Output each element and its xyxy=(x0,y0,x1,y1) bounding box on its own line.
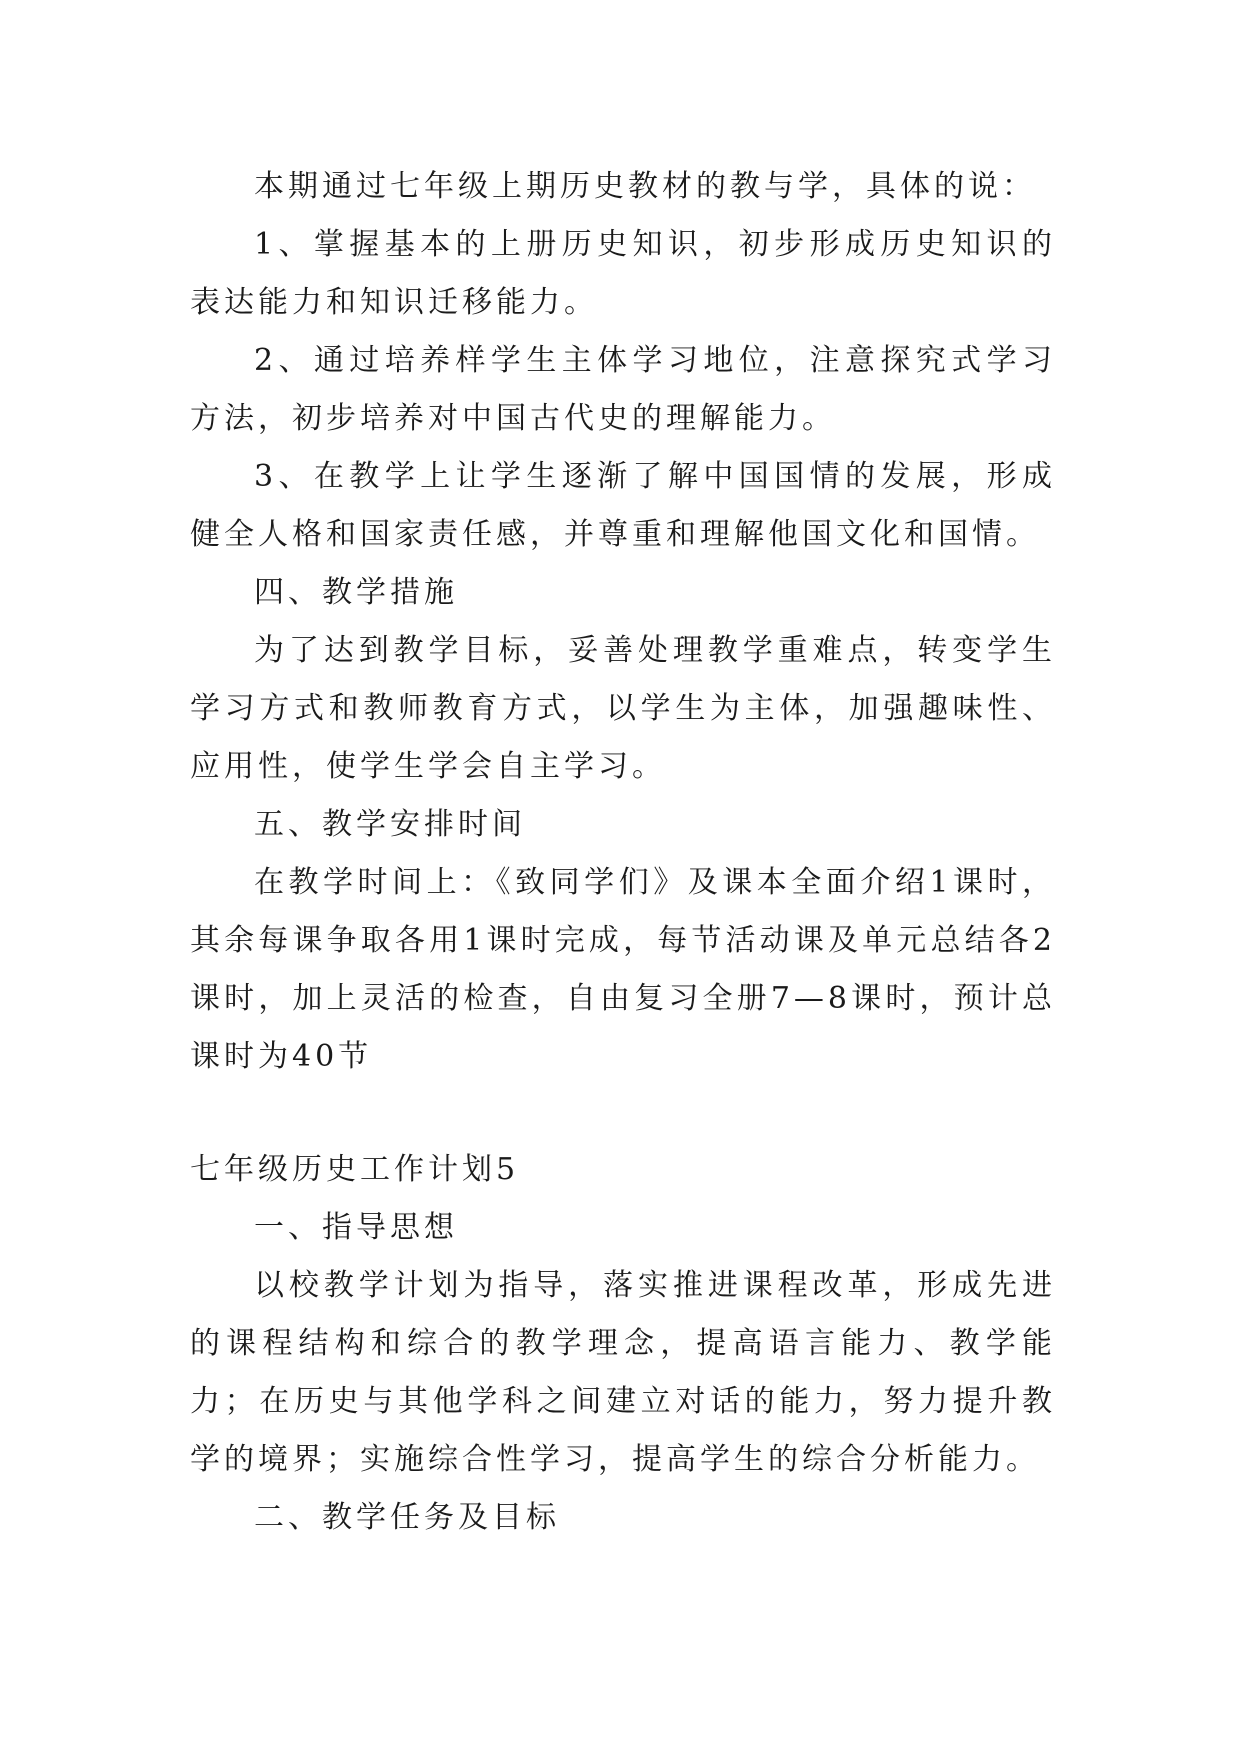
paragraph-guiding-thought: 以校教学计划为指导，落实推进课程改革，形成先进的课程结构和综合的教学理念，提高语言能力、教学能力；在历史与其他学科之间建立对话的能力，努力提升教学的境界；实施综合性学习，提高学生的综合分析能力。 xyxy=(190,1268,1056,1477)
heading-tasks-goals: 二、教学任务及目标 xyxy=(254,1500,560,1535)
paragraph-teaching-measures: 为了达到教学目标，妥善处理教学重难点，转变学生学习方式和教师教育方式，以学生为主体，加强趣味性、应用性，使学生学会自主学习。 xyxy=(190,633,1056,784)
paragraph-goal-2: 2、通过培养样学生主体学习地位，注意探究式学习方法，初步培养对中国古代史的理解能力。 xyxy=(190,343,1056,436)
paragraph-goal-3: 3、在教学上让学生逐渐了解中国国情的发展，形成健全人格和国家责任感，并尊重和理解他国文化和国情。 xyxy=(190,459,1056,552)
heading-teaching-measures: 四、教学措施 xyxy=(254,575,458,610)
heading-guiding-thought: 一、指导思想 xyxy=(254,1210,458,1245)
paragraph-schedule: 在教学时间上：《致同学们》及课本全面介绍1课时，其余每课争取各用1课时完成，每节活动课及单元总结各2课时，加上灵活的检查，自由复习全册7—8课时，预计总课时为40节 xyxy=(190,865,1056,1074)
paragraph-goal-1: 1、掌握基本的上册历史知识，初步形成历史知识的表达能力和知识迁移能力。 xyxy=(190,227,1056,320)
document-body-bottom xyxy=(190,1141,1056,1547)
paragraph-intro: 本期通过七年级上期历史教材的教与学，具体的说： xyxy=(254,169,1036,204)
document-body-top xyxy=(190,158,1056,1086)
heading-schedule: 五、教学安排时间 xyxy=(254,807,526,842)
section-title: 七年级历史工作计划5 xyxy=(190,1152,520,1187)
